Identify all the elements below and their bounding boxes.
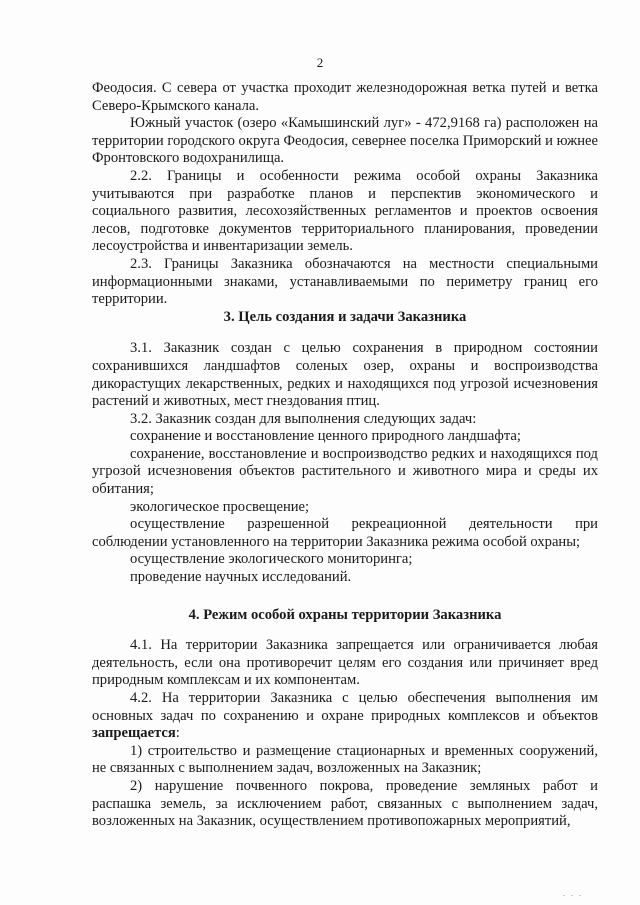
task-item: сохранение, восстановление и воспроизводство редких и находящихся под угрозой исчезновения объектов растительного и животного мира и среды их обитания; bbox=[92, 445, 598, 498]
prohibited-keyword: запрещается bbox=[92, 725, 176, 742]
paragraph-south-section: Южный участок (озеро «Камышинский луг» - 472,9168 га) расположен на территории городского округа Феодосия, севернее поселка Приморский и южнее Фронтовского водохранилища. bbox=[92, 115, 598, 167]
section-3-heading: 3. Цель создания и задачи Заказника bbox=[223, 308, 467, 325]
paragraph-2-2: 2.2. Границы и особенности режима особой охраны Заказника учитываются при разработке планов и перспектив экономического и социального развития, лесохозяйственных регламентов и проектов освоения лесов, подготовке документов территориального планирования, проведении лесоустройства и инвентаризации земель. bbox=[92, 167, 598, 255]
task-item: проведение научных исследований. bbox=[130, 569, 352, 586]
paragraph-3-2: 3.2. Заказник создан для выполнения следующих задач: bbox=[130, 410, 477, 427]
document-body bbox=[92, 80, 598, 831]
task-item: осуществление разрешенной рекреационной деятельности при соблюдении установленного на территории Заказника режима особой охраны; bbox=[92, 516, 598, 550]
paragraph-4-2-colon: : bbox=[175, 725, 180, 742]
paragraph-3-1: 3.1. Заказник создан с целью сохранения в природном состоянии сохранившихся ландшафтов соленых озер, охраны и воспроизводства дикорастущих лекарственных, редких и находящихся под угрозой исчезновения растений и животных, мест гнездования птиц. bbox=[92, 340, 598, 410]
prohibition-item: 2) нарушение почвенного покрова, проведение земляных работ и распашка земель, за исключением работ, связанных с выполнением задач, возложенных на Заказник, осуществлением противопожарных мероприятий, bbox=[92, 777, 598, 830]
section-4-heading: 4. Режим особой охраны территории Заказника bbox=[188, 606, 502, 623]
footer-mark: . . . bbox=[563, 889, 583, 898]
paragraph-2-3: 2.3. Границы Заказника обозначаются на местности специальными информационными знаками, устанавливаемыми по периметру границ его территории. bbox=[92, 255, 598, 308]
spacer bbox=[92, 624, 598, 637]
page-number: 2 bbox=[316, 55, 324, 70]
prohibition-item: 1) строительство и размещение стационарных и временных сооружений, не связанных с выполнением задач, возложенных на Заказник; bbox=[92, 742, 598, 777]
task-item: экологическое просвещение; bbox=[130, 498, 310, 515]
task-item: сохранение и восстановление ценного природного ландшафта; bbox=[130, 428, 521, 445]
paragraph-4-2 bbox=[92, 690, 598, 743]
spacer bbox=[92, 587, 598, 607]
paragraph-feodosia-north: Феодосия. С севера от участка проходит железнодорожная ветка путей и ветка Северо-Крымского канала. bbox=[92, 80, 598, 114]
paragraph-4-1: 4.1. На территории Заказника запрещается или ограничивается любая деятельность, если она противоречит целям его создания или причиняет вред природным комплексам и их компонентам. bbox=[92, 637, 598, 689]
spacer bbox=[92, 326, 598, 340]
paragraph-4-2-text: 4.2. На территории Заказника с целью обеспечения выполнения им основных задач по сохранению и охране природных комплексов и объектов bbox=[92, 690, 598, 724]
task-item: осуществление экологического мониторинга; bbox=[130, 551, 413, 568]
